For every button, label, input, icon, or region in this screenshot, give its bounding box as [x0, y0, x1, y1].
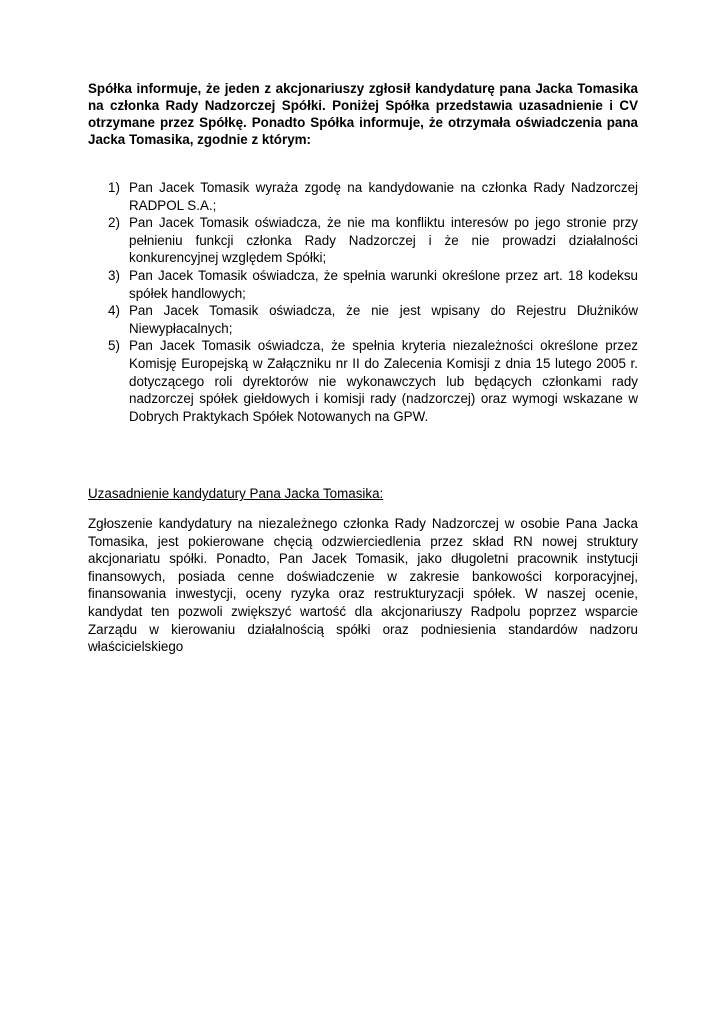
list-item-text: Pan Jacek Tomasik oświadcza, że spełnia warunki określone przez art. 18 kodeksu spółek handlowych; [129, 267, 638, 301]
list-item-number: 5) [108, 338, 120, 354]
list-item-number: 4) [108, 303, 120, 319]
section-title: Uzasadnienie kandydatury Pana Jacka Tomasika: [88, 486, 384, 501]
list-item-text: Pan Jacek Tomasik oświadcza, że nie ma konfliktu interesów po jego stronie przy pełnieniu funkcji członka Rady Nadzorczej i że nie prowadzi działalności konkurencyjnej względem Spółki; [129, 215, 638, 266]
list-item [108, 179, 638, 214]
list-item [108, 337, 638, 425]
list-item [108, 302, 638, 337]
list-item-text: Pan Jacek Tomasik oświadcza, że nie jest wpisany do Rejestru Dłużników Niewypłacalnych; [129, 303, 638, 336]
conditions-list [108, 179, 638, 425]
list-item [108, 214, 638, 267]
list-item-number: 3) [108, 267, 120, 283]
justification-paragraph: Zgłoszenie kandydatury na niezależnego członka Rady Nadzorczej w osobie Pana Jacka Tomasika, jest pokierowane chęcią odzwierciedlenia przez skład RN nowej struktury akcjonariatu spółki. Ponadto, Pan Jacek Tomasik, jako długoletni pracownik instytucji finansowych, posiada cenne doświadczenie w zakresie bankowości korporacyjnej, finansowania inwestycji, oceny ryzyka oraz restrukturyzacji spółek. W naszej ocenie, kandydat ten pozwoli zwiększyć wartość dla akcjonariuszy Radpolu poprzez wsparcie Zarządu w kierowaniu działalnością spółki oraz podniesienia standardów nadzoru właścicielskiego [88, 516, 638, 655]
list-item-number: 1) [108, 180, 120, 195]
list-item-text: Pan Jacek Tomasik wyraża zgodę na kandydowanie na członka Rady Nadzorczej RADPOL S.A.; [129, 180, 638, 213]
intro-paragraph: Spółka informuje, że jeden z akcjonariuszy zgłosił kandydaturę pana Jacka Tomasika na członka Rady Nadzorczej Spółki. Poniżej Spółka przedstawia uzasadnienie i CV otrzymane przez Spółkę. Ponadto Spółka informuje, że otrzymała oświadczenia pana Jacka Tomasika, zgodnie z którym: [88, 81, 638, 147]
list-item-text: Pan Jacek Tomasik oświadcza, że spełnia kryteria niezależności określone przez Komisję Europejską w Załączniku nr II do Zalecenia Komisji z dnia 15 lutego 2005 r. dotyczącego roli dyrektorów nie wykonawczych lub będących członkami rady nadzorczej spółek giełdowych i komisji rady (nadzorczej) oraz wymogi wskazane w Dobrych Praktykach Spółek Notowanych na GPW. [129, 338, 638, 424]
list-item-number: 2) [108, 215, 120, 231]
list-item [108, 267, 638, 302]
